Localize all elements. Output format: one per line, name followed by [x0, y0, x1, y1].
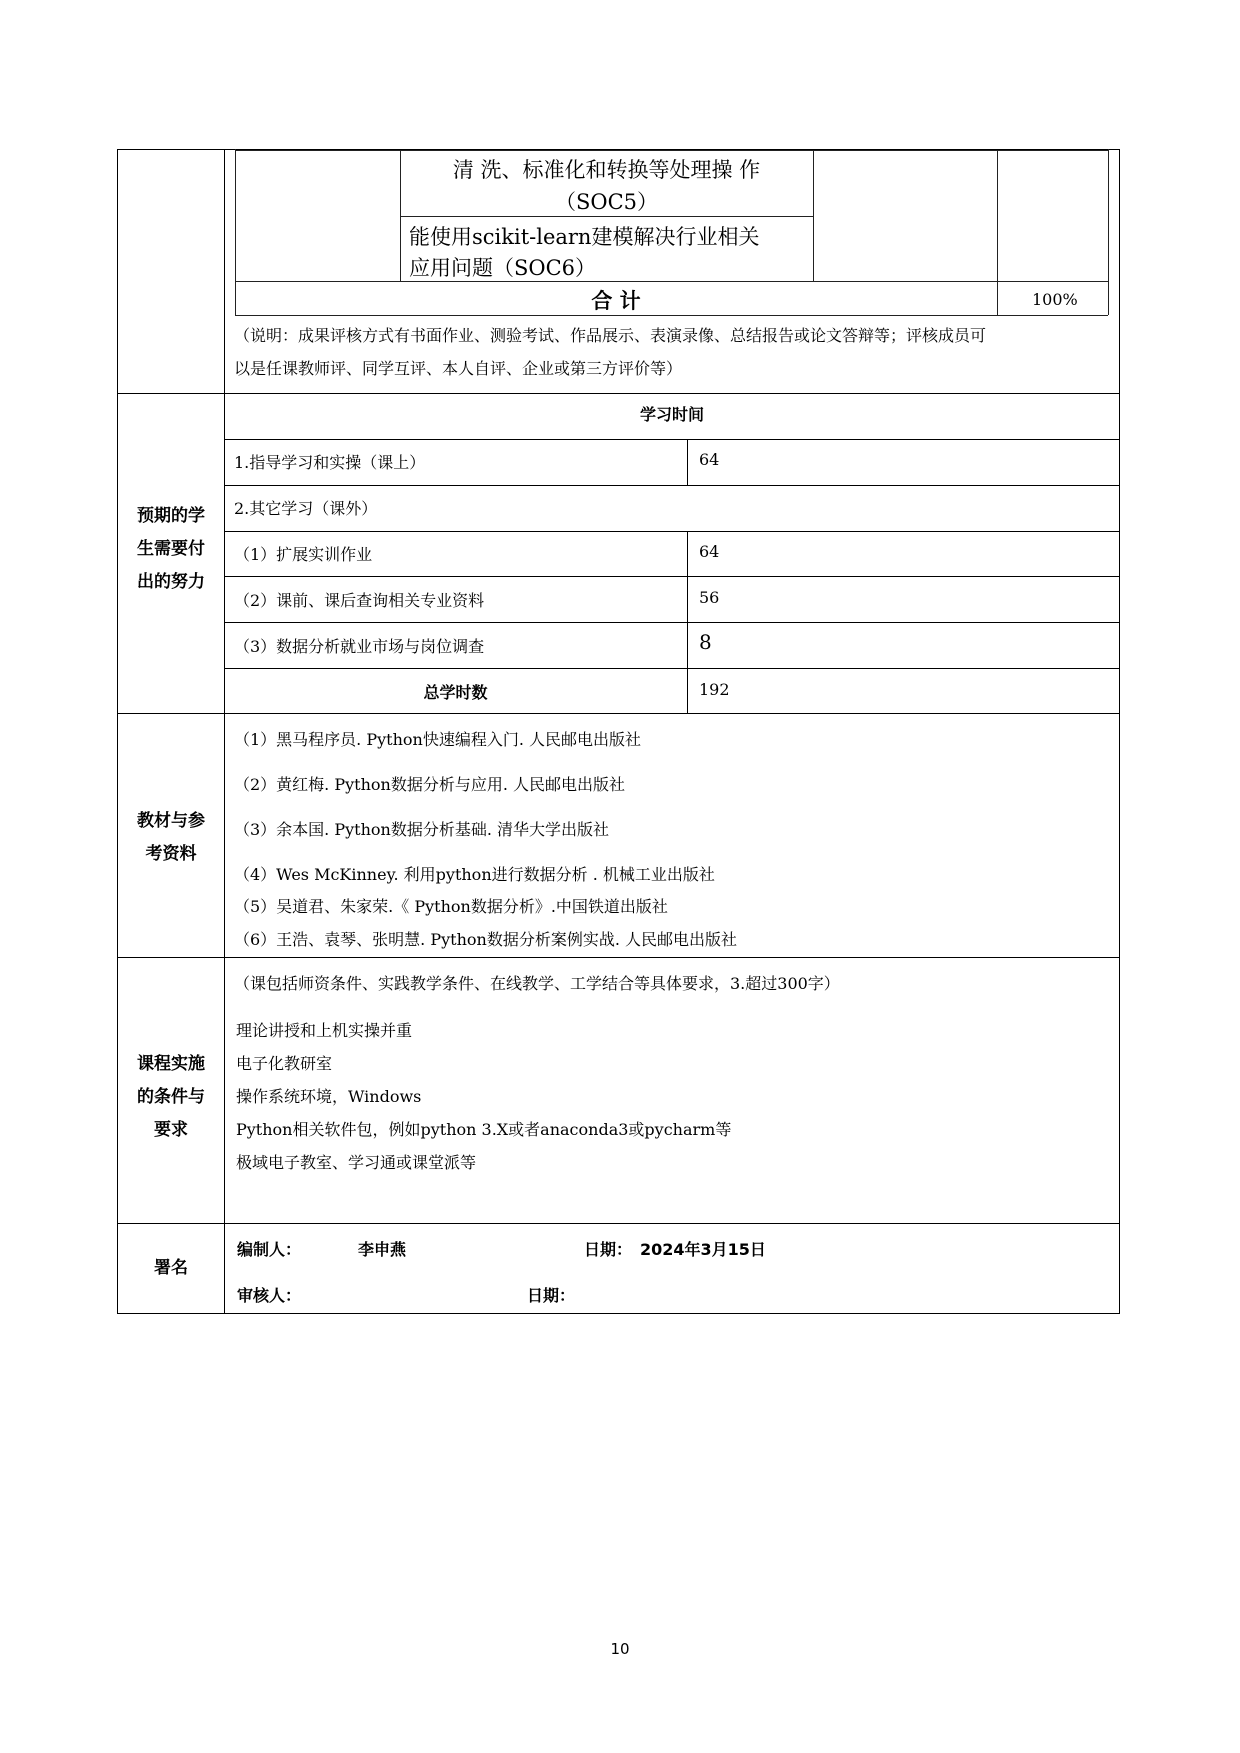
- reference-item: （5）吴道君、朱家荣.《 Python数据分析》.中国铁道出版社: [234, 897, 668, 916]
- section-divider-materials: [117, 713, 1120, 714]
- compiler-label: 编制人：: [237, 1240, 302, 1259]
- outcome-soc5-line1: 清 洗、标准化和转换等处理操 作: [452, 158, 761, 182]
- assessment-note-line1: （说明：成果评核方式有书面作业、测验考试、作品展示、表演录像、总结报告或论文答辩等；评核成员可: [234, 326, 987, 345]
- outcome-soc6-line1: 能使用scikit-learn建模解决行业相关: [409, 225, 760, 249]
- nested-col-divider-3: [997, 150, 998, 315]
- effort-value-divider-b: [687, 531, 688, 713]
- effort-row-line-4: [224, 576, 1120, 577]
- effort-label-line2: 生需要付: [137, 539, 205, 559]
- assessment-total-label: 合 计: [591, 289, 641, 313]
- effort-total-value: 192: [699, 680, 730, 699]
- effort-row-label: （3）数据分析就业市场与岗位调查: [234, 637, 485, 656]
- reference-item: （1）黑马程序员. Python快速编程入门. 人民邮电出版社: [234, 730, 642, 749]
- assessment-note-line2: 以是任课教师评、同学互评、本人自评、企业或第三方评价等）: [234, 359, 683, 378]
- effort-section-label: [117, 500, 225, 599]
- conditions-label-line2: 的条件与: [137, 1087, 205, 1107]
- section-divider-conditions: [117, 957, 1120, 958]
- outcome-soc6-line2: 应用问题（SOC6）: [409, 256, 597, 280]
- reference-item: （3）余本国. Python数据分析基础. 清华大学出版社: [234, 820, 610, 839]
- reviewer-label: 审核人：: [237, 1286, 302, 1305]
- page-number: 10: [610, 1640, 630, 1658]
- condition-item: 操作系统环境，Windows: [236, 1087, 422, 1106]
- effort-total-label: 总学时数: [423, 683, 488, 702]
- conditions-label-line1: 课程实施: [137, 1054, 205, 1074]
- nested-top-border: [235, 150, 1108, 151]
- condition-item: Python相关软件包，例如python 3.X或者anaconda3或pycharm等: [236, 1120, 732, 1139]
- conditions-section-label: [117, 1048, 225, 1147]
- condition-item: 理论讲授和上机实操并重: [236, 1021, 413, 1040]
- effort-row-label: 2.其它学习（课外）: [234, 499, 378, 518]
- effort-row-line-5: [224, 622, 1120, 623]
- date-value: 2024年3月15日: [640, 1240, 766, 1259]
- effort-row-label: （1）扩展实训作业: [234, 545, 373, 564]
- section-divider-effort: [117, 393, 1120, 394]
- materials-label-line1: 教材与参: [137, 811, 205, 831]
- effort-label-line3: 出的努力: [137, 572, 205, 592]
- effort-label-line1: 预期的学: [137, 506, 205, 526]
- effort-row-line-2: [224, 485, 1120, 486]
- conditions-intro: （课包括师资条件、实践教学条件、在线教学、工学结合等具体要求，3.超过300字）: [234, 974, 840, 993]
- materials-label-line2: 考资料: [145, 844, 197, 864]
- effort-row-line-3: [224, 531, 1120, 532]
- nested-right-border: [1108, 149, 1109, 315]
- section-divider-signature: [117, 1223, 1120, 1224]
- effort-row-value: 64: [699, 542, 720, 561]
- effort-row-line-6: [224, 668, 1120, 669]
- nested-col-divider-2: [813, 150, 814, 281]
- condition-item: 电子化教研室: [236, 1054, 333, 1073]
- signature-section-label: [117, 1252, 225, 1285]
- effort-row-value: 8: [699, 630, 712, 654]
- reference-item: （2）黄红梅. Python数据分析与应用. 人民邮电出版社: [234, 775, 626, 794]
- nested-row-divider: [400, 216, 813, 217]
- effort-row-value: 64: [699, 450, 720, 469]
- effort-row-line-1: [224, 439, 1120, 440]
- effort-row-label: （2）课前、课后查询相关专业资料: [234, 591, 485, 610]
- outcome-soc5-line2: （SOC5）: [554, 190, 659, 214]
- nested-total-top: [235, 281, 1108, 282]
- date-label: 日期：: [584, 1240, 633, 1259]
- nested-total-bottom: [235, 315, 1108, 316]
- effort-row-label: 1.指导学习和实操（课上）: [234, 453, 426, 472]
- review-date-label: 日期：: [527, 1286, 576, 1305]
- assessment-total-value: 100%: [1032, 290, 1078, 309]
- signature-label: 署名: [154, 1258, 188, 1278]
- effort-header: 学习时间: [639, 405, 704, 424]
- effort-row-value: 56: [699, 588, 720, 607]
- condition-item: 极域电子教室、学习通或课堂派等: [236, 1153, 477, 1172]
- reference-item: （4）Wes McKinney. 利用python进行数据分析 . 机械工业出版社: [234, 865, 715, 884]
- materials-section-label: [117, 805, 225, 871]
- effort-value-divider-a: [687, 439, 688, 485]
- compiler-name: 李申燕: [358, 1240, 407, 1259]
- reference-item: （6）王浩、袁琴、张明慧. Python数据分析案例实战. 人民邮电出版社: [234, 930, 738, 949]
- conditions-label-line3: 要求: [154, 1120, 188, 1140]
